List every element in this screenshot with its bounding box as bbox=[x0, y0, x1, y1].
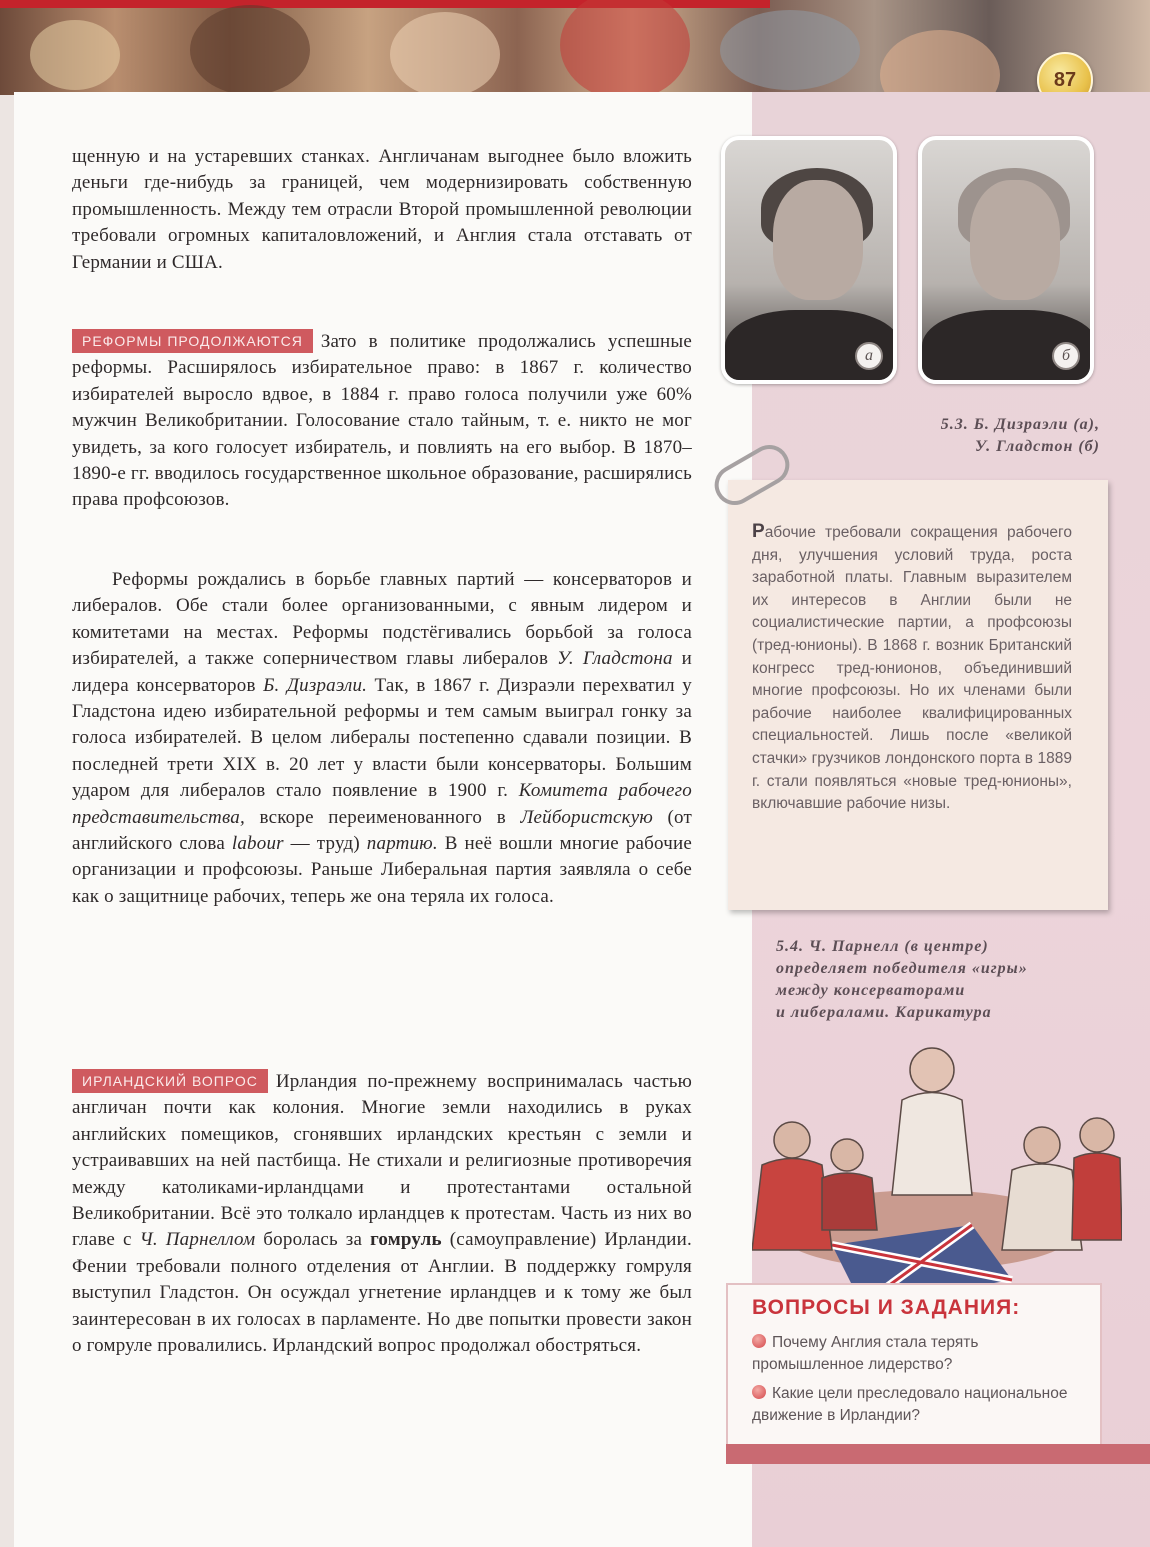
text-run: (самоуправление) Ирландии. Фении требовали полного отделения от Англии. В поддержку гомруля выступил Гладстон. Он осуждал угнетение ирландцев и к тому же был заинтересован в их голосах в парламенте. Но две попытки провести закон о гомруле провалились. Ирландский вопрос продолжал обостряться. bbox=[72, 1229, 692, 1357]
collage-figure bbox=[720, 10, 860, 90]
cartoon-left-body-2 bbox=[822, 1173, 877, 1230]
collage-figure bbox=[30, 20, 120, 90]
paragraph-text: щенную и на устаревших станках. Англичанам выгоднее было вложить деньги где-нибудь за границей, чем модернизировать собственную промышленность. Между тем отрасли Второй промышленной революции требовали огромных капиталовложений, и Англия стала отставать от Германии и США. bbox=[72, 146, 692, 273]
cartoon-right-body bbox=[1002, 1164, 1082, 1250]
section-tag-irish: ИРЛАНДСКИЙ ВОПРОС bbox=[72, 1069, 268, 1093]
cartoon-center-head bbox=[910, 1048, 954, 1092]
bullet-icon bbox=[752, 1385, 766, 1399]
term: Комитета рабочего представительства, bbox=[72, 780, 692, 828]
caption-line: и либералами. Карикатура bbox=[776, 1004, 992, 1021]
text-run: Ирландия по-прежнему воспринималась частью англичан почти как колония. Многие земли находились в руках английских помещиков, сгонявших ирландских крестьян с земли и устраивавших на ней пастбища. Не стихали и религиозные противоречия между католиками-ирландцами и протестантами остальной Великобритании. Всё это толкало ирландцев к протестам. Часть из них во главе с bbox=[72, 1071, 692, 1251]
caption-line: 5.3. Б. Дизраэли (а), bbox=[940, 416, 1100, 433]
collage-figure bbox=[560, 0, 690, 95]
collage-figure bbox=[390, 12, 500, 95]
question-2 bbox=[752, 1383, 1082, 1427]
portrait-label: а bbox=[855, 342, 883, 370]
section-tag-reforms: РЕФОРМЫ ПРОДОЛЖАЮТСЯ bbox=[72, 329, 313, 353]
cartoon-right-head-2 bbox=[1080, 1118, 1114, 1152]
header-illustration-band bbox=[0, 0, 1150, 95]
bottom-accent-bar bbox=[726, 1444, 1150, 1464]
cartoon-right-body-2 bbox=[1072, 1153, 1122, 1240]
text-run: — труд) bbox=[283, 833, 367, 855]
text-run: (от английского слова bbox=[72, 806, 693, 855]
caption-line: определяет победителя «игры» bbox=[776, 960, 1028, 977]
caption-line: 5.4. Ч. Парнелл (в центре) bbox=[776, 938, 989, 955]
question-1 bbox=[752, 1332, 1082, 1376]
paragraph-3 bbox=[72, 567, 692, 910]
info-note-text bbox=[752, 521, 1072, 816]
person-name: У. Гладстона bbox=[557, 648, 673, 670]
drop-letter: Р bbox=[752, 521, 765, 542]
term: labour bbox=[231, 833, 284, 855]
cartoon-right-head bbox=[1024, 1127, 1060, 1163]
bullet-icon bbox=[752, 1334, 766, 1348]
caption-line: У. Гладстон (б) bbox=[975, 438, 1100, 455]
cartoon-left-head bbox=[774, 1122, 810, 1158]
person-name: Б. Дизраэли. bbox=[263, 674, 368, 696]
collage-figure bbox=[190, 5, 310, 95]
caption-5-4 bbox=[776, 936, 1086, 1024]
text-run: В неё вошли многие рабочие организации и профсоюзы. Раньше Либеральная партия заявляла о себе как о защитнице рабочих, теперь же она теряла их голоса. bbox=[72, 833, 692, 907]
note-body: абочие требовали сокращения рабочего дня, улучшения условий труда, роста заработной платы. Главным выразителем их интересов в Англии были не социалистические партии, а профсоюзы (тред-юнионы). В 1868 г. возник Британский конгресс тред-юнионов, объединивший многие профсоюзы. Но их членами были рабочие наиболее квалифицированных специальностей. Лишь после «великой стачки» грузчиков лондонского порта в 1889 г. стали появляться «новые тред-юнионы», включавшие рабочие низы. bbox=[752, 524, 1072, 813]
paragraph-2 bbox=[72, 329, 692, 514]
caption-5-3 bbox=[820, 414, 1100, 458]
page-number-badge: 87 bbox=[1037, 52, 1093, 108]
text-run: Реформы рождались в борьбе главных партий — консерваторов и либералов. Обе стали более организованными, с явным лидером и комитетами на местах. Реформы подстёгивались борьбой за голоса избирателей, а также соперничеством главы либералов bbox=[72, 569, 692, 670]
paragraph-4 bbox=[72, 1069, 692, 1359]
portrait-label: б bbox=[1052, 342, 1080, 370]
term: гомруль bbox=[370, 1229, 442, 1251]
questions-title: ВОПРОСЫ И ЗАДАНИЯ: bbox=[752, 1296, 1021, 1319]
portrait-gladstone bbox=[918, 136, 1094, 384]
text-run: вскоре переименованного в bbox=[244, 806, 521, 828]
paragraph-1 bbox=[72, 144, 692, 276]
cartoon-left-head-2 bbox=[831, 1139, 863, 1171]
portrait-disraeli bbox=[721, 136, 897, 384]
term: Лейбористскую bbox=[520, 806, 653, 828]
portrait-face bbox=[970, 180, 1060, 300]
term: партию. bbox=[366, 833, 438, 855]
paragraph-text: Зато в политике продолжались успешные реформы. Расширялось избирательное право: в 1867 г. количество избирателей выросло вдвое, в 1884 г. право голоса получили уже 60% мужчин Великобритании. Голосование стало тайным, т. е. никто не мог увидеть, за кого голосует избиратель, и повлиять на его выбор. В 1870–1890-е гг. вводилось государственное школьное образование, расширялись права профсоюзов. bbox=[72, 331, 692, 511]
text-run: Так, в 1867 г. Дизраэли перехватил у Гладстона идею избирательной реформы и тем самым выиграл гонку за голоса избирателей. В целом либералы постепенно сдавали позиции. В последней трети XIX в. 20 лет у власти были консерваторы. Большим ударом для либералов стало появление в 1900 г. bbox=[72, 674, 692, 802]
text-run: и лидера консерваторов bbox=[72, 648, 692, 696]
text-run: боролась за bbox=[255, 1229, 371, 1251]
cartoon-left-body bbox=[752, 1159, 832, 1251]
portrait-face bbox=[773, 180, 863, 300]
person-name: Ч. Парнеллом bbox=[139, 1229, 256, 1251]
cartoon-center-body bbox=[892, 1093, 972, 1196]
collage-figure bbox=[880, 30, 1000, 95]
caption-line: между консерваторами bbox=[776, 982, 966, 999]
question-text: Какие цели преследовало национальное движение в Ирландии? bbox=[752, 1385, 1068, 1424]
question-text: Почему Англия стала терять промышленное лидерство? bbox=[752, 1334, 979, 1373]
